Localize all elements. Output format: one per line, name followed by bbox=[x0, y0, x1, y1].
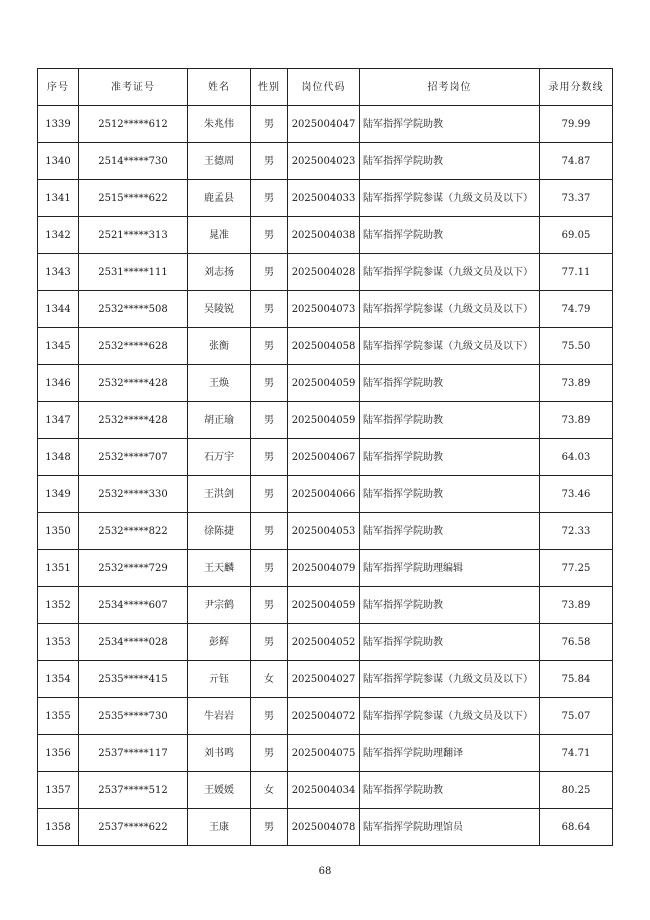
cell-ticket: 2532*****428 bbox=[79, 402, 188, 439]
cell-name: 亓钰 bbox=[188, 661, 251, 698]
cell-gender: 男 bbox=[251, 180, 288, 217]
cell-score: 75.84 bbox=[540, 661, 613, 698]
cell-ticket: 2514*****730 bbox=[79, 143, 188, 180]
cell-seq: 1345 bbox=[38, 328, 79, 365]
table-row bbox=[38, 143, 613, 180]
cell-position: 陆军指挥学院助教 bbox=[360, 772, 540, 809]
cell-name: 王洪剑 bbox=[188, 476, 251, 513]
admission-score-table bbox=[37, 68, 613, 846]
cell-ticket: 2521*****313 bbox=[79, 217, 188, 254]
cell-name: 尹宗鹤 bbox=[188, 587, 251, 624]
cell-gender: 男 bbox=[251, 328, 288, 365]
table-row bbox=[38, 735, 613, 772]
cell-gender: 男 bbox=[251, 106, 288, 143]
cell-position: 陆军指挥学院参谋（九级文员及以下） bbox=[360, 254, 540, 291]
cell-ticket: 2532*****628 bbox=[79, 328, 188, 365]
cell-name: 张衡 bbox=[188, 328, 251, 365]
cell-name: 牛岩岩 bbox=[188, 698, 251, 735]
cell-name: 晁准 bbox=[188, 217, 251, 254]
table-row bbox=[38, 328, 613, 365]
cell-score: 74.79 bbox=[540, 291, 613, 328]
table-row bbox=[38, 106, 613, 143]
cell-seq: 1353 bbox=[38, 624, 79, 661]
cell-score: 80.25 bbox=[540, 772, 613, 809]
cell-seq: 1356 bbox=[38, 735, 79, 772]
cell-position: 陆军指挥学院助教 bbox=[360, 217, 540, 254]
table-row bbox=[38, 550, 613, 587]
cell-name: 王康 bbox=[188, 809, 251, 846]
cell-ticket: 2532*****330 bbox=[79, 476, 188, 513]
cell-ticket: 2537*****622 bbox=[79, 809, 188, 846]
cell-gender: 男 bbox=[251, 587, 288, 624]
cell-ticket: 2532*****729 bbox=[79, 550, 188, 587]
cell-gender: 男 bbox=[251, 735, 288, 772]
cell-code: 2025004028 bbox=[288, 254, 360, 291]
cell-score: 75.50 bbox=[540, 328, 613, 365]
table-row bbox=[38, 661, 613, 698]
cell-code: 2025004038 bbox=[288, 217, 360, 254]
table-row bbox=[38, 587, 613, 624]
table-header-row bbox=[38, 69, 613, 106]
cell-ticket: 2537*****512 bbox=[79, 772, 188, 809]
table-row bbox=[38, 624, 613, 661]
cell-code: 2025004067 bbox=[288, 439, 360, 476]
cell-score: 74.71 bbox=[540, 735, 613, 772]
cell-ticket: 2532*****707 bbox=[79, 439, 188, 476]
cell-name: 刘志扬 bbox=[188, 254, 251, 291]
cell-seq: 1351 bbox=[38, 550, 79, 587]
cell-name: 吴陵锐 bbox=[188, 291, 251, 328]
cell-score: 72.33 bbox=[540, 513, 613, 550]
cell-seq: 1354 bbox=[38, 661, 79, 698]
cell-score: 73.37 bbox=[540, 180, 613, 217]
cell-score: 73.89 bbox=[540, 365, 613, 402]
cell-seq: 1350 bbox=[38, 513, 79, 550]
cell-seq: 1342 bbox=[38, 217, 79, 254]
cell-position: 陆军指挥学院参谋（九级文员及以下） bbox=[360, 661, 540, 698]
cell-position: 陆军指挥学院助教 bbox=[360, 106, 540, 143]
cell-ticket: 2537*****117 bbox=[79, 735, 188, 772]
cell-score: 73.89 bbox=[540, 402, 613, 439]
cell-code: 2025004066 bbox=[288, 476, 360, 513]
cell-ticket: 2515*****622 bbox=[79, 180, 188, 217]
cell-seq: 1341 bbox=[38, 180, 79, 217]
cell-score: 64.03 bbox=[540, 439, 613, 476]
cell-position: 陆军指挥学院助理馆员 bbox=[360, 809, 540, 846]
table-row bbox=[38, 513, 613, 550]
cell-position: 陆军指挥学院助理编辑 bbox=[360, 550, 540, 587]
cell-position: 陆军指挥学院参谋（九级文员及以下） bbox=[360, 328, 540, 365]
cell-position: 陆军指挥学院参谋（九级文员及以下） bbox=[360, 698, 540, 735]
cell-gender: 男 bbox=[251, 402, 288, 439]
cell-name: 刘书鸣 bbox=[188, 735, 251, 772]
cell-seq: 1343 bbox=[38, 254, 79, 291]
cell-gender: 男 bbox=[251, 439, 288, 476]
cell-ticket: 2532*****822 bbox=[79, 513, 188, 550]
cell-gender: 男 bbox=[251, 291, 288, 328]
cell-score: 76.58 bbox=[540, 624, 613, 661]
cell-name: 王天麟 bbox=[188, 550, 251, 587]
table-row bbox=[38, 217, 613, 254]
cell-ticket: 2535*****415 bbox=[79, 661, 188, 698]
table-row bbox=[38, 772, 613, 809]
cell-name: 王焕 bbox=[188, 365, 251, 402]
cell-gender: 男 bbox=[251, 365, 288, 402]
cell-code: 2025004058 bbox=[288, 328, 360, 365]
cell-score: 77.25 bbox=[540, 550, 613, 587]
cell-code: 2025004027 bbox=[288, 661, 360, 698]
cell-seq: 1339 bbox=[38, 106, 79, 143]
cell-position: 陆军指挥学院助教 bbox=[360, 365, 540, 402]
cell-gender: 男 bbox=[251, 550, 288, 587]
cell-position: 陆军指挥学院助理翻译 bbox=[360, 735, 540, 772]
cell-name: 朱兆伟 bbox=[188, 106, 251, 143]
cell-code: 2025004059 bbox=[288, 365, 360, 402]
cell-gender: 男 bbox=[251, 476, 288, 513]
cell-score: 74.87 bbox=[540, 143, 613, 180]
cell-ticket: 2531*****111 bbox=[79, 254, 188, 291]
cell-ticket: 2535*****730 bbox=[79, 698, 188, 735]
page-number: 68 bbox=[318, 866, 332, 877]
cell-gender: 男 bbox=[251, 513, 288, 550]
cell-code: 2025004047 bbox=[288, 106, 360, 143]
cell-code: 2025004075 bbox=[288, 735, 360, 772]
cell-name: 王媛媛 bbox=[188, 772, 251, 809]
cell-code: 2025004023 bbox=[288, 143, 360, 180]
cell-gender: 女 bbox=[251, 661, 288, 698]
cell-position: 陆军指挥学院助教 bbox=[360, 587, 540, 624]
cell-ticket: 2534*****028 bbox=[79, 624, 188, 661]
header-position: 招考岗位 bbox=[360, 69, 540, 106]
cell-seq: 1352 bbox=[38, 587, 79, 624]
cell-score: 69.05 bbox=[540, 217, 613, 254]
cell-score: 77.11 bbox=[540, 254, 613, 291]
cell-seq: 1349 bbox=[38, 476, 79, 513]
cell-code: 2025004072 bbox=[288, 698, 360, 735]
cell-score: 68.64 bbox=[540, 809, 613, 846]
cell-code: 2025004033 bbox=[288, 180, 360, 217]
cell-code: 2025004059 bbox=[288, 587, 360, 624]
header-gender: 性别 bbox=[251, 69, 288, 106]
cell-name: 鹿孟县 bbox=[188, 180, 251, 217]
table-row bbox=[38, 698, 613, 735]
cell-position: 陆军指挥学院助教 bbox=[360, 476, 540, 513]
cell-position: 陆军指挥学院助教 bbox=[360, 143, 540, 180]
table-row bbox=[38, 291, 613, 328]
cell-code: 2025004073 bbox=[288, 291, 360, 328]
table-row bbox=[38, 402, 613, 439]
cell-code: 2025004059 bbox=[288, 402, 360, 439]
header-name: 姓名 bbox=[188, 69, 251, 106]
cell-gender: 女 bbox=[251, 772, 288, 809]
table-row bbox=[38, 365, 613, 402]
table-row bbox=[38, 476, 613, 513]
cell-name: 彭辉 bbox=[188, 624, 251, 661]
cell-seq: 1346 bbox=[38, 365, 79, 402]
cell-gender: 男 bbox=[251, 624, 288, 661]
table-row bbox=[38, 254, 613, 291]
cell-code: 2025004053 bbox=[288, 513, 360, 550]
header-ticket: 准考证号 bbox=[79, 69, 188, 106]
cell-gender: 男 bbox=[251, 809, 288, 846]
cell-score: 73.46 bbox=[540, 476, 613, 513]
cell-position: 陆军指挥学院助教 bbox=[360, 402, 540, 439]
cell-ticket: 2532*****428 bbox=[79, 365, 188, 402]
cell-seq: 1358 bbox=[38, 809, 79, 846]
cell-position: 陆军指挥学院助教 bbox=[360, 439, 540, 476]
cell-gender: 男 bbox=[251, 217, 288, 254]
cell-seq: 1357 bbox=[38, 772, 79, 809]
cell-position: 陆军指挥学院助教 bbox=[360, 513, 540, 550]
cell-code: 2025004052 bbox=[288, 624, 360, 661]
cell-ticket: 2512*****612 bbox=[79, 106, 188, 143]
cell-code: 2025004079 bbox=[288, 550, 360, 587]
cell-position: 陆军指挥学院参谋（九级文员及以下） bbox=[360, 180, 540, 217]
table-body bbox=[38, 106, 613, 846]
header-seq: 序号 bbox=[38, 69, 79, 106]
table-row bbox=[38, 180, 613, 217]
cell-score: 79.99 bbox=[540, 106, 613, 143]
cell-gender: 男 bbox=[251, 254, 288, 291]
cell-seq: 1355 bbox=[38, 698, 79, 735]
cell-name: 胡正瑜 bbox=[188, 402, 251, 439]
cell-seq: 1344 bbox=[38, 291, 79, 328]
header-score: 录用分数线 bbox=[540, 69, 613, 106]
cell-score: 75.07 bbox=[540, 698, 613, 735]
cell-gender: 男 bbox=[251, 698, 288, 735]
cell-seq: 1347 bbox=[38, 402, 79, 439]
cell-name: 石万宇 bbox=[188, 439, 251, 476]
cell-ticket: 2532*****508 bbox=[79, 291, 188, 328]
table-row bbox=[38, 439, 613, 476]
cell-seq: 1348 bbox=[38, 439, 79, 476]
cell-position: 陆军指挥学院助教 bbox=[360, 624, 540, 661]
cell-gender: 男 bbox=[251, 143, 288, 180]
cell-code: 2025004034 bbox=[288, 772, 360, 809]
cell-ticket: 2534*****607 bbox=[79, 587, 188, 624]
cell-name: 徐陈捷 bbox=[188, 513, 251, 550]
header-code: 岗位代码 bbox=[288, 69, 360, 106]
cell-name: 王德周 bbox=[188, 143, 251, 180]
cell-score: 73.89 bbox=[540, 587, 613, 624]
cell-code: 2025004078 bbox=[288, 809, 360, 846]
cell-seq: 1340 bbox=[38, 143, 79, 180]
table-row bbox=[38, 809, 613, 846]
cell-position: 陆军指挥学院参谋（九级文员及以下） bbox=[360, 291, 540, 328]
